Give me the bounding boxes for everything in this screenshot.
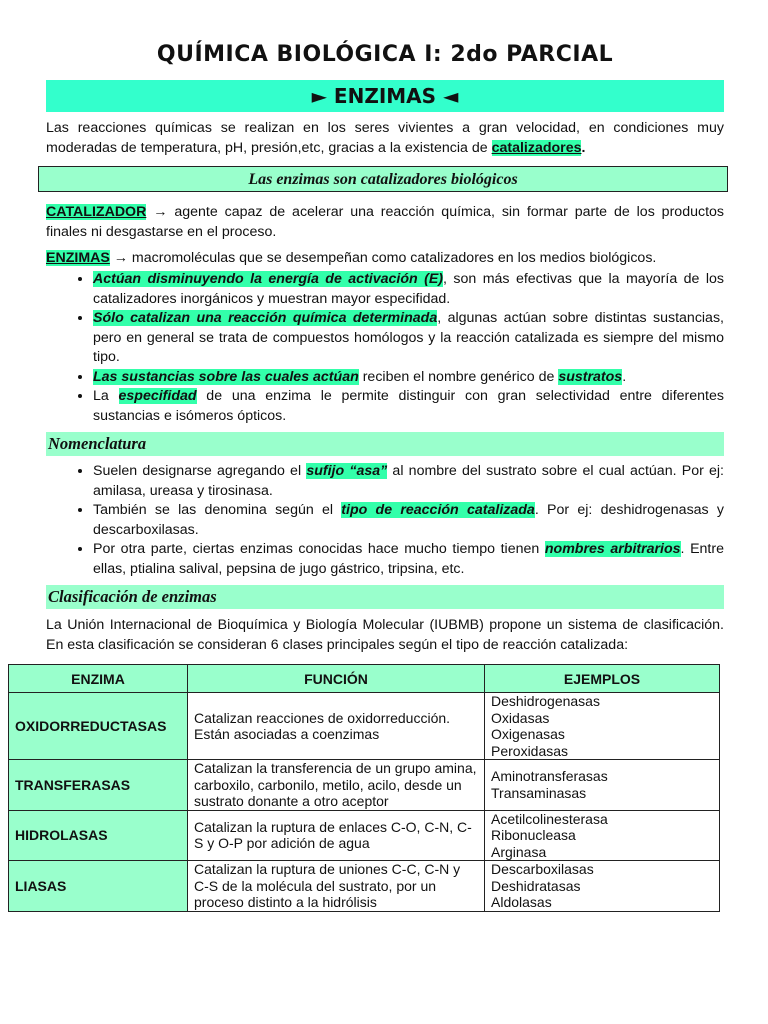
page-title: QUÍMICA BIOLÓGICA I: 2do PARCIAL	[156, 42, 614, 67]
table-row	[9, 760, 720, 811]
catalizador-term: CATALIZADOR	[46, 204, 147, 220]
item-highlight: Sólo catalizan una reacción química determinada	[93, 310, 438, 326]
item-text: . Por ej: deshidrogenasas y descarboxilasas.	[93, 502, 724, 538]
item-text: , algunas actúan sobre distintas sustancias, pero en general se trata de compuestos homólogos y la reacción catalizada es siempre del mismo tipo.	[93, 310, 724, 365]
item-highlight: nombres arbitrarios	[544, 541, 681, 557]
example-item: Transaminasas	[491, 784, 587, 801]
enzyme-function: Catalizan la ruptura de uniones C-C, C-N y C-S de la molécula del sustrato, por un proceso distinto a la hidrólisis	[188, 861, 485, 912]
enzyme-examples	[485, 861, 720, 912]
item-pre: Suelen designarse agregando el	[93, 463, 307, 479]
intro-paragraph	[46, 118, 724, 158]
item-end: .	[622, 368, 627, 385]
arrow-icon: →	[113, 250, 128, 266]
enzyme-name: HIDROLASAS	[9, 810, 188, 861]
item-pre: También se las denomina según el	[93, 502, 342, 518]
arrow-icon: →	[153, 204, 168, 220]
table-row	[9, 861, 720, 912]
table-header-row	[9, 665, 720, 693]
enzyme-examples	[485, 810, 720, 861]
example-item: Peroxidasas	[491, 742, 569, 759]
example-item: Aminotransferasas	[491, 768, 608, 785]
example-item: Descarboxilasas	[491, 861, 594, 877]
catalizador-definition	[46, 202, 724, 242]
enzyme-examples	[485, 693, 720, 760]
intro-text: Las reacciones químicas se realizan en los seres vivientes a gran velocidad, en condiciones muy moderadas de temperatura, pH, presión,etc, gracias a la existencia de	[46, 120, 724, 156]
example-item: Ribonucleasa	[491, 827, 576, 843]
example-item: Acetilcolinesterasa	[491, 810, 608, 827]
list-item	[93, 462, 724, 501]
item-highlight: Las sustancias sobre las cuales actúan	[93, 368, 359, 385]
enzimas-term: ENZIMAS	[46, 250, 110, 266]
item-highlight: especifidad	[118, 388, 197, 404]
item-pre: La	[93, 388, 119, 404]
list-item	[93, 368, 724, 388]
enzyme-function: Catalizan reacciones de oxidorreducción. Están asociadas a coenzimas	[188, 693, 485, 760]
list-item	[93, 501, 724, 540]
header-funcion: FUNCIÓN	[188, 665, 485, 693]
example-item: Arginasa	[491, 843, 547, 860]
enzyme-name: LIASAS	[9, 861, 188, 912]
table-row	[9, 810, 720, 861]
list-item	[93, 309, 724, 368]
enzyme-function: Catalizan la ruptura de enlaces C-O, C-N, C-S y O-P por adición de agua	[188, 810, 485, 861]
item-highlight: sufijo “asa”	[306, 463, 388, 479]
nomenclatura-list	[46, 462, 724, 579]
list-item	[93, 540, 724, 579]
example-item: Oxidasas	[491, 709, 550, 726]
catalizador-text: agente capaz de acelerar una reacción química, sin formar parte de los productos finales ni desgastarse en el proceso.	[46, 204, 724, 240]
example-item: Deshidrogenasas	[491, 693, 600, 709]
enzyme-function: Catalizan la transferencia de un grupo amina, carboxilo, carbonilo, metilo, acilo, desde un sustrato donante a otro aceptor	[188, 760, 485, 811]
section-heading-clasificacion: Clasificación de enzimas	[46, 585, 724, 609]
item-text: , son más efectivas que la mayoría de los catalizadores inorgánicos y muestran mayor especifidad.	[93, 271, 724, 307]
enzimas-list	[46, 270, 724, 426]
example-item: Deshidratasas	[491, 877, 581, 894]
item-text: reciben el nombre genérico de	[358, 368, 559, 385]
enzyme-examples	[485, 760, 720, 811]
enzimas-definition	[46, 248, 724, 268]
item-highlight: tipo de reacción catalizada	[341, 502, 535, 518]
intro-end: .	[581, 140, 586, 156]
enzyme-name: OXIDORREDUCTASAS	[9, 693, 188, 760]
item-highlight: Actúan disminuyendo la energía de activación (E)	[93, 271, 444, 287]
item-highlight-2: sustratos	[558, 368, 623, 385]
header-enzima: ENZIMA	[9, 665, 188, 693]
example-item: Oxigenasas	[491, 726, 565, 742]
section-banner: ► ENZIMAS ◄	[46, 80, 724, 112]
item-text: de una enzima le permite distinguir con gran selectividad entre diferentes sustancias e isómeros ópticos.	[93, 388, 724, 424]
enzimas-text: macromoléculas que se desempeñan como catalizadores en los medios biológicos.	[127, 250, 657, 266]
clasificacion-paragraph: La Unión Internacional de Bioquímica y Biología Molecular (IUBMB) propone un sistema de clasificación. En esta clasificación se consideran 6 clases principales según el tipo de reacción catalizada:	[46, 617, 724, 653]
item-text: al nombre del sustrato sobre el cual actúan. Por ej: amilasa, ureasa y tirosinasa.	[93, 463, 724, 499]
example-item: Aldolasas	[491, 894, 552, 910]
table-row	[9, 693, 720, 760]
enzyme-classification-table	[8, 664, 720, 912]
item-pre: Por otra parte, ciertas enzimas conocidas hace mucho tiempo tienen	[93, 541, 545, 557]
item-text: . Entre ellas, ptialina salival, pepsina de jugo gástrico, tripsina, etc.	[93, 541, 724, 577]
document-page	[15, 40, 724, 912]
list-item	[93, 270, 724, 309]
header-ejemplos: EJEMPLOS	[485, 665, 720, 693]
list-item	[93, 387, 724, 426]
intro-highlight: catalizadores	[491, 140, 582, 156]
section-heading-nomenclatura: Nomenclatura	[46, 432, 724, 456]
enzyme-name: TRANSFERASAS	[9, 760, 188, 811]
boxed-heading: Las enzimas son catalizadores biológicos	[38, 166, 728, 192]
